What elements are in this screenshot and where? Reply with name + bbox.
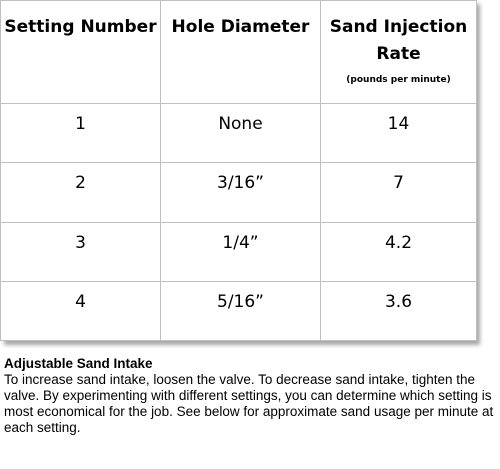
cell-injection-rate: 3.6 — [321, 281, 477, 340]
table-row — [1, 281, 477, 340]
cell-setting-number: 1 — [1, 104, 161, 163]
cell-hole-diameter: None — [161, 104, 321, 163]
cell-hole-diameter: 3/16” — [161, 163, 321, 222]
cell-injection-rate: 4.2 — [321, 222, 477, 281]
cell-hole-diameter: 1/4” — [161, 222, 321, 281]
table-row — [1, 104, 477, 163]
table-row — [1, 222, 477, 281]
header-label: Setting Number — [4, 17, 157, 37]
header-label: Hole Diameter — [171, 17, 310, 37]
cell-setting-number: 4 — [1, 281, 161, 340]
header-hole-diameter — [161, 1, 321, 104]
header-sand-injection-rate — [321, 1, 477, 104]
header-setting-number — [1, 1, 161, 104]
cell-hole-diameter: 5/16” — [161, 281, 321, 340]
header-label-line-2: Rate — [376, 44, 421, 64]
header-unit-label: (pounds per minute) — [346, 75, 451, 85]
cell-injection-rate: 7 — [321, 163, 477, 222]
caption-body: To increase sand intake, loosen the valve. To decrease sand intake, tighten the valve. By experimenting with different settings, you can determine which setting is most economical for the job. See below for approximate sand usage per minute at each setting. — [4, 372, 494, 435]
header-label-line-1: Sand Injection — [329, 17, 468, 37]
table-row — [1, 163, 477, 222]
cell-injection-rate: 14 — [321, 104, 477, 163]
cell-setting-number: 2 — [1, 163, 161, 222]
cell-setting-number: 3 — [1, 222, 161, 281]
caption-block — [4, 356, 496, 436]
table-header-row — [1, 1, 477, 104]
caption-title: Adjustable Sand Intake — [4, 356, 153, 371]
